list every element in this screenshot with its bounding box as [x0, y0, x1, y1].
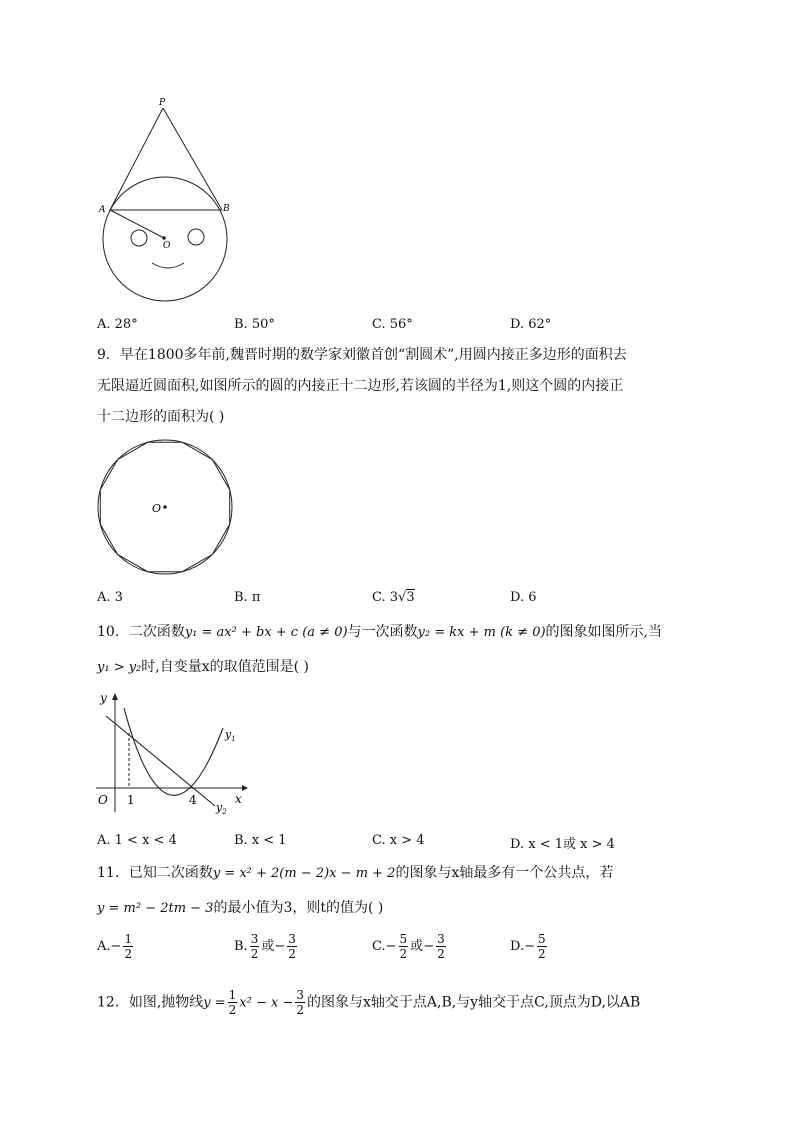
q12-fraction-1: $\frac{1}{2}$	[228, 988, 237, 1017]
q10-formula-linear: y₂ = kx + m (k ≠ 0)	[417, 625, 546, 640]
q8-radius-oa	[110, 210, 164, 238]
q10-label-origin: O	[98, 793, 108, 807]
q11-option-a-label: A.	[97, 939, 111, 954]
q8-option-a[interactable]: A. 28°	[97, 317, 138, 332]
q9-option-c[interactable]	[372, 590, 415, 605]
q10-tick-1: 1	[127, 793, 135, 807]
q11-option-a[interactable]	[97, 932, 135, 961]
q10-option-d[interactable]: D. x < 1或 x > 4	[510, 837, 615, 852]
q10-line-1	[97, 622, 662, 643]
q11-option-d[interactable]	[510, 932, 549, 961]
q11-option-b-label: B.	[234, 939, 248, 954]
q11-option-d-sign: −	[524, 939, 535, 954]
q9-option-c-radicand: 3	[406, 590, 415, 605]
q11-option-d-label: D.	[510, 939, 525, 954]
q10-line-y2	[106, 716, 215, 806]
q11-option-c[interactable]	[372, 932, 448, 961]
q11-option-b-sign: −	[274, 939, 286, 954]
q10-option-c[interactable]: C. x > 4	[372, 833, 425, 848]
q8-label-b: B	[223, 204, 230, 214]
q9-line-2: 无限逼近圆面积,如图所示的圆的内接正十二边形,若该圆的半径为1,则这个圆的内接正	[97, 378, 624, 394]
q11-option-c-label: C.	[372, 939, 386, 954]
q12-mid: x² − x −	[239, 995, 294, 1011]
q8-label-o: O	[163, 241, 171, 251]
q11-line1-prefix: 11．已知二次函数	[97, 865, 213, 881]
q8-right-eye	[188, 229, 204, 245]
q11-option-b-fraction-2: $\frac{3}{2}$	[288, 932, 296, 961]
q10-label-x: x	[235, 792, 242, 806]
q9-line-3: 十二边形的面积为( )	[97, 409, 225, 425]
q9-option-d[interactable]: D. 6	[510, 590, 537, 605]
q10-parabola-y1	[124, 708, 223, 795]
q11-option-c-sign-2: −	[423, 939, 435, 954]
q9-figure	[94, 437, 236, 579]
q11-line2-suffix: 的最小值为3，则t的值为( )	[213, 900, 384, 916]
q10-x-axis-arrow	[242, 785, 248, 791]
q12-suffix: 的图象与x轴交于点A,B,与y轴交于点C,顶点为D,以AB	[306, 994, 641, 1011]
q10-condition: y₁ > y₂	[97, 660, 142, 675]
q11-option-c-fraction-2: $\frac{3}{2}$	[437, 932, 445, 961]
q9-center-dot	[163, 505, 167, 509]
q11-formula-1: y = x² + 2(m − 2)x − m + 2	[212, 866, 396, 881]
q10-label-y1: $y_1$	[225, 728, 236, 743]
q12-prefix: 12．如图,抛物线	[97, 994, 204, 1011]
q11-option-a-sign: −	[110, 939, 122, 954]
q11-option-b-fraction-1: $\frac{3}{2}$	[250, 932, 259, 961]
q8-left-eye	[131, 230, 147, 246]
q8-figure	[90, 95, 240, 310]
q11-option-b-or: 或	[261, 939, 275, 954]
q9-label-o: O	[152, 502, 162, 515]
q8-label-p: P	[159, 98, 166, 108]
q12-line-1	[97, 988, 640, 1017]
q10-option-b[interactable]: B. x < 1	[234, 833, 287, 848]
q10-y-axis-arrow	[112, 693, 118, 700]
q8-segment-pb	[163, 108, 222, 210]
q10-line1-suffix: 的图象如图所示,当	[545, 624, 662, 640]
q11-line-1	[97, 863, 613, 884]
q11-option-b[interactable]	[234, 932, 299, 961]
q9-option-c-prefix: C. 3	[372, 590, 399, 605]
q8-option-d[interactable]: D. 62°	[510, 317, 552, 332]
q9-option-b[interactable]: B. π	[234, 590, 261, 605]
q8-point-o	[162, 236, 166, 240]
q8-smile	[152, 263, 184, 268]
q10-label-y2: $y_2$	[216, 801, 227, 816]
q9-option-a[interactable]: A. 3	[97, 590, 123, 605]
q11-line-2	[97, 898, 383, 919]
q11-line1-suffix: 的图象与x轴最多有一个公共点，若	[395, 865, 614, 881]
q12-fraction-2: $\frac{3}{2}$	[296, 988, 304, 1017]
q11-option-c-sign-1: −	[385, 939, 397, 954]
q11-formula-2: y = m² − 2tm − 3	[97, 901, 214, 916]
q8-segment-pa	[110, 108, 163, 210]
q10-line-2	[97, 657, 309, 678]
q11-option-c-fraction-1: $\frac{5}{2}$	[399, 932, 408, 961]
q8-label-a: A	[99, 205, 106, 215]
q10-option-a[interactable]: A. 1 < x < 4	[97, 833, 177, 848]
q8-option-c[interactable]: C. 56°	[372, 317, 413, 332]
q10-formula-quadratic: y₁ = ax² + bx + c (a ≠ 0)	[184, 625, 348, 640]
q12-y-eq: y =	[203, 995, 226, 1011]
q10-label-y: y	[100, 691, 107, 705]
q11-option-a-fraction: $\frac{1}{2}$	[124, 932, 133, 961]
q11-option-c-or: 或	[410, 939, 424, 954]
q10-line1-prefix: 10．二次函数	[97, 624, 185, 640]
q8-option-b[interactable]: B. 50°	[234, 317, 275, 332]
q9-option-c-sqrt: √3	[398, 590, 415, 605]
q10-figure	[92, 688, 252, 818]
q10-line2-rest: 时,自变量x的取值范围是( )	[141, 659, 310, 675]
q10-tick-4: 4	[189, 793, 197, 807]
q10-line1-mid: 与一次函数	[347, 624, 418, 640]
q9-line-1: 9．早在1800多年前,魏晋时期的数学家刘徽首创“割圆术”,用圆内接正多边形的面积去	[97, 347, 627, 363]
q11-option-d-fraction: $\frac{5}{2}$	[538, 932, 546, 961]
